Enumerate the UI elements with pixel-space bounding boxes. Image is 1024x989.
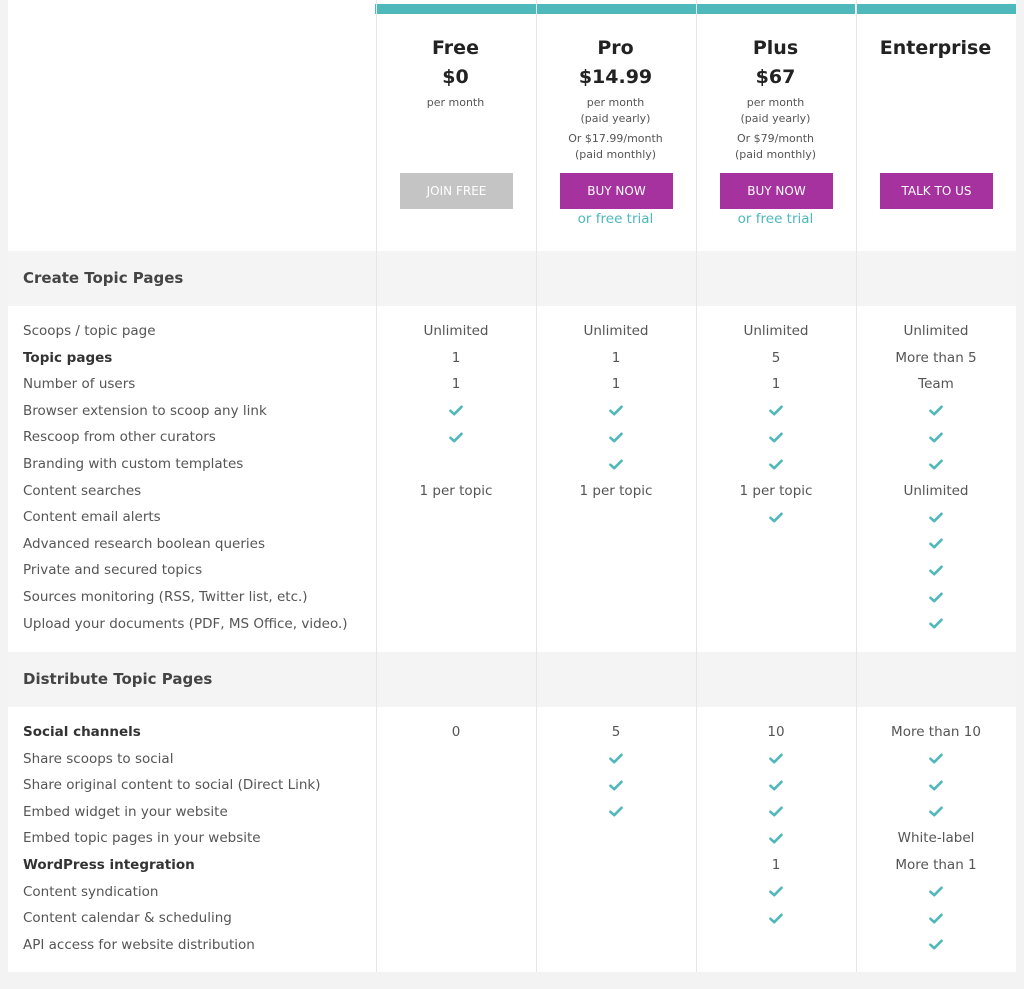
plan-price: $67 — [755, 66, 796, 88]
check-icon — [696, 879, 856, 905]
feature-value: Unlimited — [743, 323, 809, 339]
feature-value: Unlimited — [423, 323, 489, 339]
plan-price-note: Or $17.99/month — [568, 132, 663, 145]
feature-label: Share original content to social (Direct Link) — [23, 777, 321, 794]
feature-value: 1 — [771, 376, 781, 393]
feature-label: Content searches — [23, 482, 142, 499]
feature-label: Content syndication — [23, 883, 159, 900]
buy-now-button[interactable]: BUY NOW — [720, 173, 833, 209]
check-icon — [856, 424, 1016, 450]
feature-row — [8, 584, 1016, 610]
feature-row — [8, 772, 1016, 798]
feature-value: 5 — [771, 349, 781, 366]
check-icon — [856, 504, 1016, 530]
feature-row — [8, 398, 1016, 424]
check-icon — [696, 799, 856, 825]
feature-label: Embed widget in your website — [23, 803, 228, 820]
feature-value: 1 — [451, 376, 461, 393]
plan-price: $0 — [442, 66, 469, 88]
feature-label: Content calendar & scheduling — [23, 910, 232, 927]
feature-value: Team — [918, 376, 954, 393]
pricing-table — [8, 0, 1016, 972]
section-title: Create Topic Pages — [23, 269, 184, 287]
feature-label: Rescoop from other curators — [23, 429, 216, 446]
feature-label: WordPress integration — [23, 857, 195, 873]
feature-label: Sources monitoring (RSS, Twitter list, etc.) — [23, 589, 308, 605]
feature-value: 1 — [611, 349, 621, 366]
feature-row — [8, 451, 1016, 477]
feature-label: Advanced research boolean queries — [23, 535, 266, 552]
feature-label: Number of users — [23, 376, 136, 393]
plan-price-note: (paid monthly) — [574, 148, 657, 161]
check-icon — [696, 825, 856, 851]
feature-row — [8, 905, 1016, 931]
check-icon — [856, 531, 1016, 557]
plan-name: Enterprise — [879, 37, 992, 59]
feature-value: Unlimited — [583, 323, 649, 339]
check-icon — [696, 451, 856, 477]
feature-value: Unlimited — [903, 323, 969, 339]
section-header — [8, 251, 1016, 306]
feature-value: More than 10 — [891, 724, 981, 740]
free-trial-link[interactable]: or free trial — [577, 211, 654, 227]
feature-row — [8, 799, 1016, 825]
plan-name: Plus — [752, 37, 799, 59]
section-title: Distribute Topic Pages — [23, 670, 213, 688]
plan-price-note: Or $79/month — [736, 132, 815, 145]
feature-row — [8, 852, 1016, 878]
check-icon — [696, 398, 856, 424]
check-icon — [856, 398, 1016, 424]
check-icon — [696, 424, 856, 450]
join-free-button[interactable]: JOIN FREE — [400, 173, 513, 209]
feature-row — [8, 825, 1016, 851]
talk-to-us-button[interactable]: TALK TO US — [880, 173, 993, 209]
feature-row — [8, 746, 1016, 772]
feature-row — [8, 531, 1016, 557]
plan-price-note: (paid yearly) — [580, 112, 651, 125]
feature-value: 1 — [611, 376, 621, 393]
plan-price-note: per month — [746, 96, 805, 109]
check-icon — [696, 746, 856, 772]
plan-name: Free — [432, 37, 479, 59]
check-icon — [536, 424, 696, 450]
plan-column-3 — [856, 0, 1015, 250]
feature-value: 1 — [771, 857, 781, 873]
feature-row — [8, 318, 1016, 344]
feature-value: 5 — [611, 724, 621, 740]
check-icon — [856, 772, 1016, 798]
plan-price-note: per month — [426, 96, 485, 109]
check-icon — [696, 772, 856, 798]
section-header — [8, 652, 1016, 707]
feature-label: Share scoops to social — [23, 750, 174, 767]
feature-row — [8, 345, 1016, 371]
feature-label: Private and secured topics — [23, 562, 203, 579]
feature-row — [8, 424, 1016, 450]
column-divider — [856, 0, 857, 972]
feature-label: Scoops / topic page — [23, 323, 156, 339]
feature-label: Branding with custom templates — [23, 456, 244, 472]
feature-row — [8, 879, 1016, 905]
plan-price: $14.99 — [578, 66, 653, 88]
feature-label: Content email alerts — [23, 509, 161, 526]
check-icon — [376, 398, 536, 424]
feature-value: 0 — [451, 724, 461, 740]
column-divider — [696, 0, 697, 972]
check-icon — [536, 451, 696, 477]
check-icon — [856, 932, 1016, 958]
feature-label: Topic pages — [23, 349, 113, 366]
feature-value: 10 — [767, 724, 785, 740]
feature-value: White-label — [897, 830, 975, 847]
column-divider — [536, 0, 537, 972]
plan-price-note: (paid yearly) — [740, 112, 811, 125]
feature-value: 1 — [451, 349, 461, 366]
feature-label: Browser extension to scoop any link — [23, 402, 267, 419]
feature-row — [8, 719, 1016, 745]
check-icon — [376, 424, 536, 450]
buy-now-button[interactable]: BUY NOW — [560, 173, 673, 209]
plan-price-note: (paid monthly) — [734, 148, 817, 161]
free-trial-link[interactable]: or free trial — [737, 211, 814, 227]
plan-column-2 — [696, 0, 855, 250]
check-icon — [856, 584, 1016, 610]
feature-value: Unlimited — [903, 482, 969, 499]
feature-row — [8, 371, 1016, 397]
check-icon — [856, 746, 1016, 772]
feature-label: Embed topic pages in your website — [23, 830, 261, 847]
check-icon — [856, 905, 1016, 931]
check-icon — [856, 451, 1016, 477]
check-icon — [536, 799, 696, 825]
feature-row — [8, 504, 1016, 530]
check-icon — [856, 799, 1016, 825]
feature-value: 1 per topic — [419, 482, 493, 499]
check-icon — [536, 398, 696, 424]
check-icon — [856, 557, 1016, 583]
check-icon — [856, 611, 1016, 637]
check-icon — [536, 746, 696, 772]
feature-label: API access for website distribution — [23, 936, 255, 953]
check-icon — [856, 879, 1016, 905]
feature-label: Social channels — [23, 724, 141, 740]
plan-column-1 — [536, 0, 695, 250]
plan-column-0 — [376, 0, 535, 250]
feature-value: 1 per topic — [739, 482, 813, 499]
feature-value: More than 1 — [895, 857, 977, 873]
feature-row — [8, 932, 1016, 958]
plan-name: Pro — [597, 37, 634, 59]
feature-value: More than 5 — [895, 349, 977, 366]
feature-label: Upload your documents (PDF, MS Office, video.) — [23, 615, 348, 632]
feature-row — [8, 611, 1016, 637]
plan-price-note: per month — [586, 96, 645, 109]
feature-value: 1 per topic — [579, 482, 653, 499]
feature-row — [8, 478, 1016, 504]
check-icon — [536, 772, 696, 798]
column-divider — [376, 0, 377, 972]
feature-row — [8, 557, 1016, 583]
check-icon — [696, 504, 856, 530]
check-icon — [696, 905, 856, 931]
